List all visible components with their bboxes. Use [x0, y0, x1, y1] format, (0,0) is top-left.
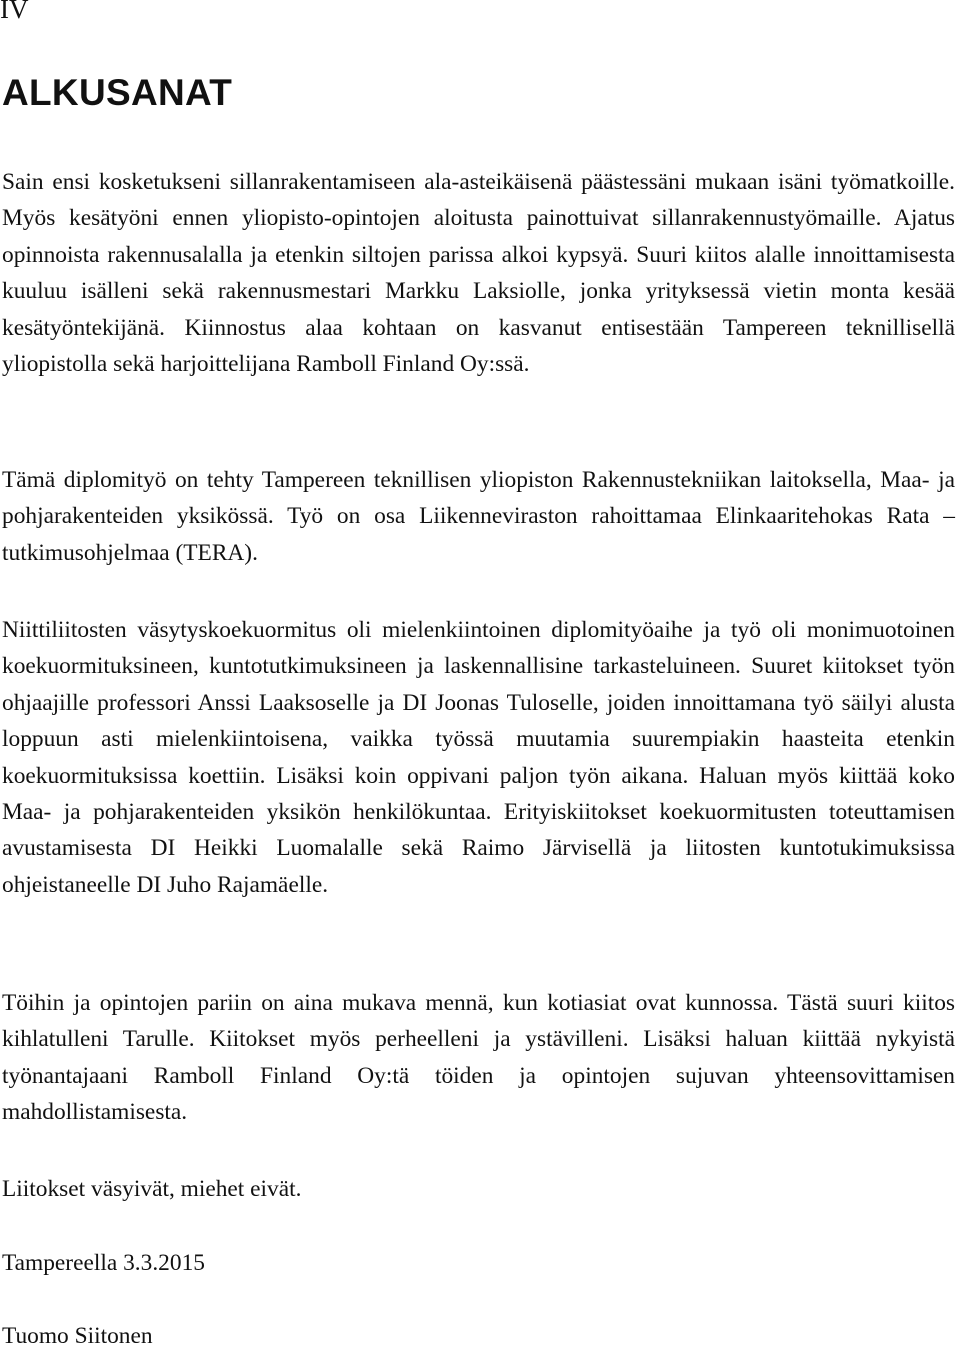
- paragraph-personal-thanks: Töihin ja opintojen pariin on aina mukava mennä, kun kotiasiat ovat kunnossa. Tästä suuri kiitos kihlatulleni Tarulle. Kiitokset myös perheelleni ja ystävilleni. Lisäksi haluan kiittää nykyistä työnantajaani Ramboll Finland Oy:tä töiden ja opintojen sujuvan yhteensovittamisen mahdollistamisesta.: [2, 990, 955, 1126]
- place-and-date: Tampereella 3.3.2015: [2, 1250, 205, 1276]
- paragraph-acknowledgements: Niittiliitosten väsytyskoekuormitus oli mielenkiintoinen diplomityöaihe ja työ oli monimuotoinen koekuormituksineen, kuntotutkimuksineen ja laskennallisine tarkasteluineen. Suuret kiitokset työn ohjaajille professori Anssi Laaksoselle ja DI Joonas Tuloselle, joiden innoittamana työ säilyi alusta loppuun asti mielenkiintoisena, vaikka työssä muutamia suurempiakin haasteita etenkin koekuormituksissa koettiin. Lisäksi koin oppivani paljon työn aikana. Haluan myös kiittää koko Maa- ja pohjarakenteiden yksikön henkilökuntaa. Erityiskiitokset koekuormitusten toteuttamisen avustamisesta DI Heikki Luomalalle sekä Raimo Järvisellä ja liitosten kuntotukimuksissa ohjeistaneelle DI Juho Rajamäelle.: [2, 617, 955, 898]
- paragraph-intro: Sain ensi kosketukseni sillanrakentamiseen ala-asteikäisenä päästessäni mukaan isäni työmatkoille. Myös kesätyöni ennen yliopisto-opintojen aloitusta painottuivat sillanrakennustyömaille. Ajatus opinnoista rakennusalalla ja etenkin siltojen parissa alkoi kypsyä. Suuri kiitos alalle innoittamisesta kuuluu isälleni sekä rakennusmestari Markku Laksiolle, jonka yrityksessä vietin monta kesää kesätyöntekijänä. Kiinnostus alaa kohtaan on kasvanut entisestään Tampereen teknillisellä yliopistolla sekä harjoittelijana Ramboll Finland Oy:ssä.: [2, 169, 955, 378]
- page-number: IV: [0, 0, 29, 24]
- author-signature: Tuomo Siitonen: [2, 1323, 153, 1349]
- closing-remark: Liitokset väsyivät, miehet eivät.: [2, 1176, 302, 1202]
- paragraph-thesis-context: Tämä diplomityö on tehty Tampereen teknillisen yliopiston Rakennustekniikan laitoksella, Maa- ja pohjarakenteiden yksikössä. Työ on osa Liikenneviraston rahoittamaa Elinkaaritehokas Rata – tutkimusohjelmaa (TERA).: [2, 467, 955, 566]
- page-title: ALKUSANAT: [2, 72, 233, 113]
